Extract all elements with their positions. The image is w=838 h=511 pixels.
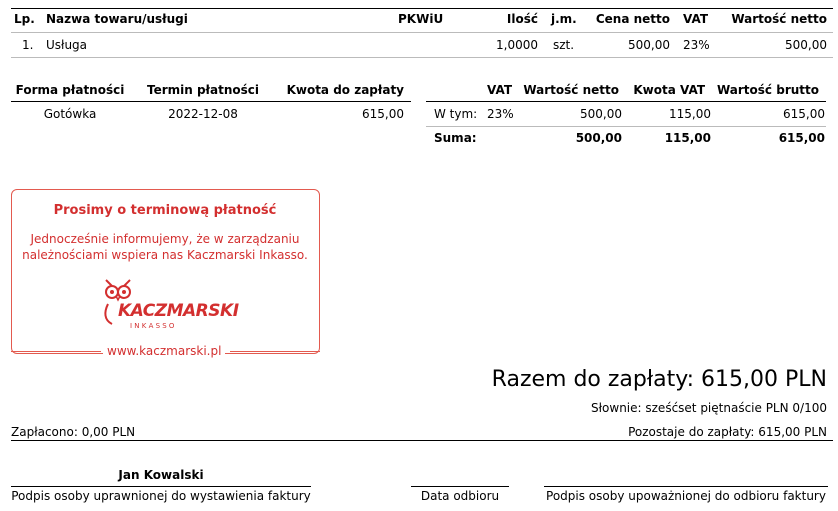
col-header-pkwiu: PKWiU [398, 12, 444, 26]
vat-amount-header: Kwota VAT [633, 83, 705, 97]
vat-row-net: 500,00 [580, 107, 622, 121]
total-due: Razem do zapłaty: 615,00 PLN [491, 367, 827, 392]
vat-sum-vat-amount: 115,00 [664, 131, 711, 145]
col-header-net-value: Wartość netto [731, 12, 827, 26]
remaining-amount: Pozostaje do zapłaty: 615,00 PLN [628, 425, 827, 439]
payment-amount-header: Kwota do zapłaty [286, 83, 404, 97]
payment-due-date: 2022-12-08 [168, 107, 238, 121]
payment-method-header: Forma płatności [15, 83, 125, 97]
payment-due-header: Termin płatności [146, 83, 260, 97]
col-header-lp: Lp. [14, 12, 35, 26]
row-qty: 1,0000 [496, 38, 538, 52]
logo-main-text: KACZMARSKI [118, 301, 239, 321]
row-net-price: 500,00 [628, 38, 670, 52]
row-lp: 1. [22, 38, 34, 52]
vat-header: VAT [487, 83, 513, 97]
payment-reminder-box [11, 189, 320, 358]
promo-text-line1: Jednocześnie informujemy, że w zarządzaniu [30, 232, 300, 246]
col-header-name: Nazwa towaru/usługi [46, 12, 188, 26]
payment-amount: 615,00 [362, 107, 404, 121]
vat-row-vat-amount: 115,00 [669, 107, 711, 121]
issuer-name: Jan Kowalski [118, 468, 204, 482]
receipt-date-label: Data odbioru [420, 489, 500, 503]
paid-amount: Zapłacono: 0,00 PLN [11, 425, 136, 439]
kaczmarski-logo [100, 274, 240, 334]
promo-url[interactable]: www.kaczmarski.pl [103, 344, 225, 358]
vat-row-rate: 23% [487, 107, 514, 121]
logo-sub-text: I N K A S S O [130, 322, 175, 330]
col-header-net-price: Cena netto [595, 12, 670, 26]
col-header-vat: VAT [683, 12, 709, 26]
payment-method: Gotówka [43, 107, 97, 121]
promo-text-line2: należnościami wspiera nas Kaczmarski Inkasso. [22, 248, 308, 262]
vat-row-label: W tym: [434, 107, 478, 121]
amount-in-words: Słownie: sześćset piętnaście PLN 0/100 [591, 401, 827, 415]
vat-sum-net: 500,00 [575, 131, 622, 145]
issuer-signature-label: Podpis osoby uprawnionej do wystawienia faktury [11, 489, 311, 503]
promo-title: Prosimy o terminową płatność [53, 203, 277, 218]
vat-row-gross: 615,00 [783, 107, 825, 121]
vat-sum-label: Suma: [434, 131, 477, 145]
row-vat: 23% [683, 38, 710, 52]
vat-sum-gross: 615,00 [778, 131, 825, 145]
row-name: Usługa [46, 38, 88, 52]
col-header-qty: Ilość [506, 12, 538, 26]
row-unit: szt. [553, 38, 575, 52]
vat-gross-header: Wartość brutto [716, 83, 819, 97]
row-net-value: 500,00 [785, 38, 827, 52]
vat-net-header: Wartość netto [523, 83, 619, 97]
receiver-signature-label: Podpis osoby upoważnionej do odbioru faktury [546, 489, 826, 503]
col-header-unit: j.m. [551, 12, 577, 26]
